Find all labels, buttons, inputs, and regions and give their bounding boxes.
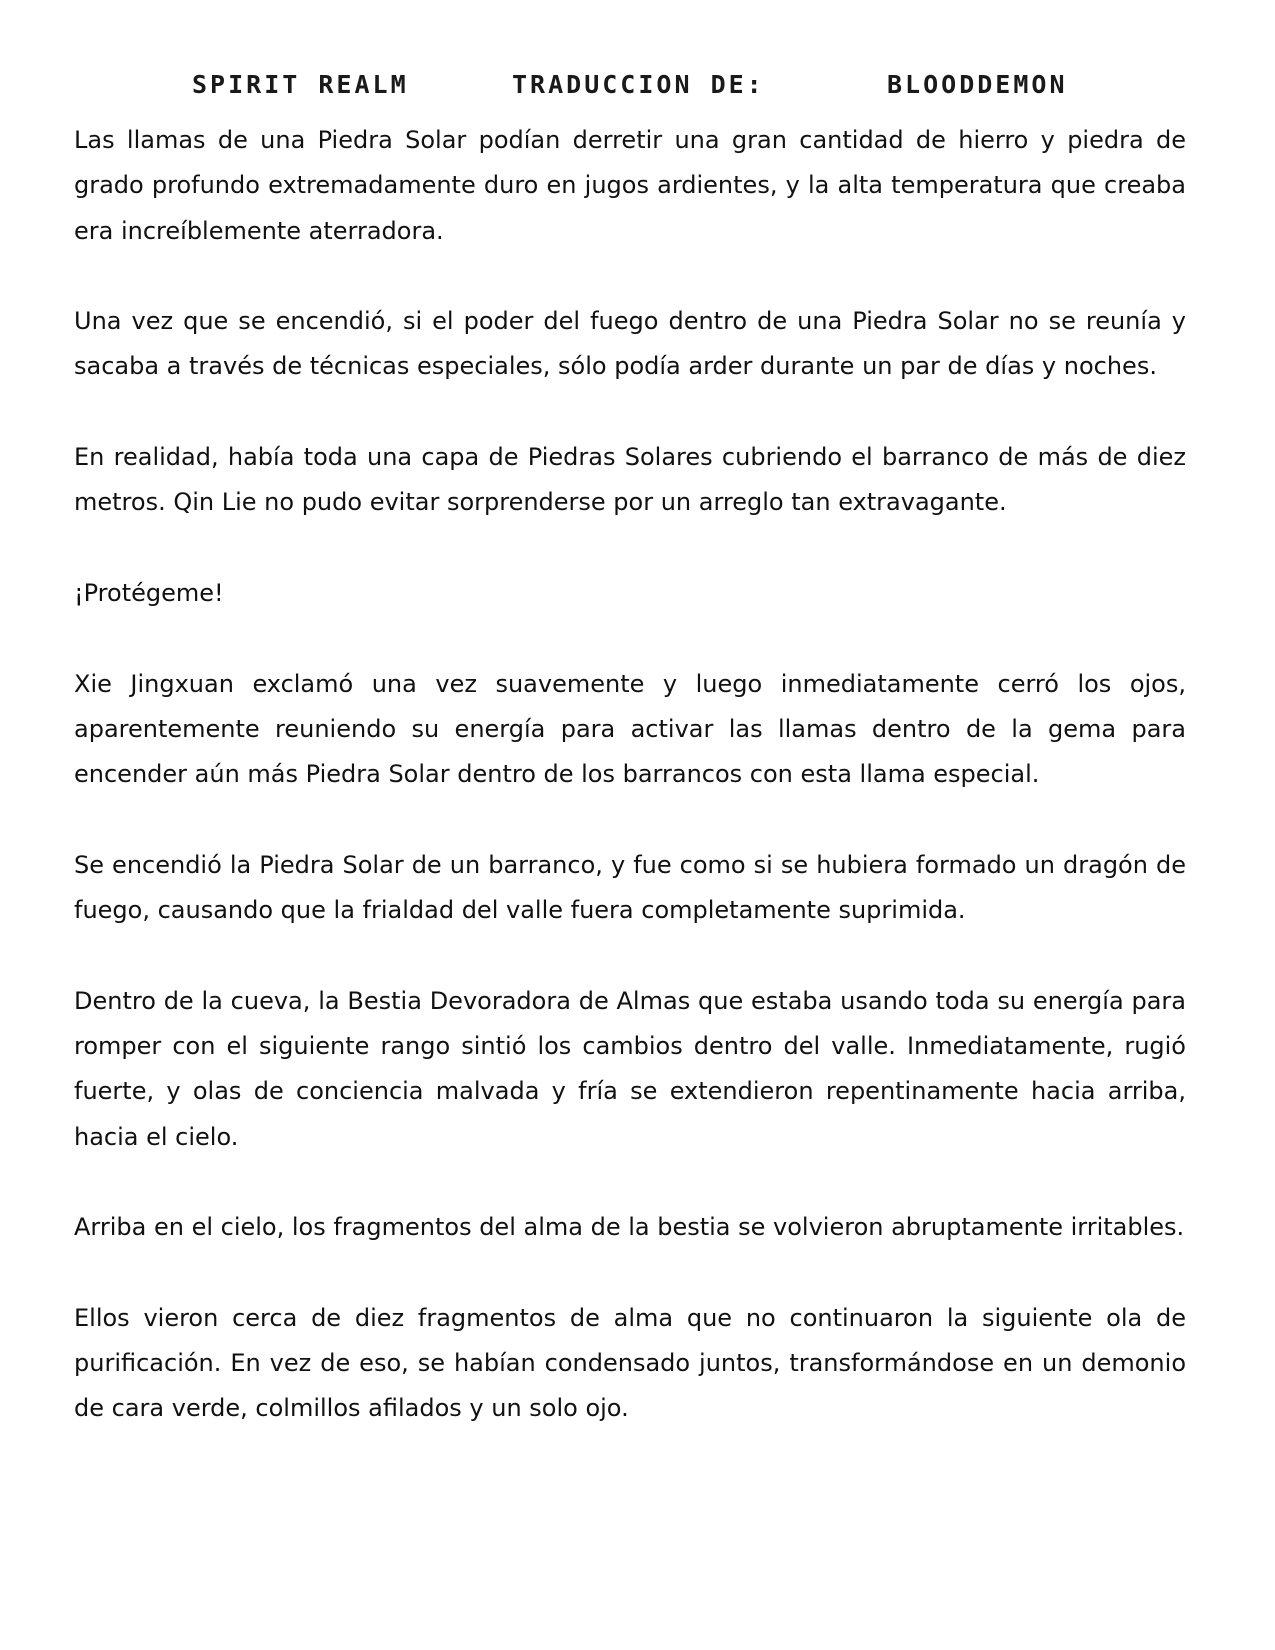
document-body: [74, 118, 1186, 1477]
paragraph: Las llamas de una Piedra Solar podían derretir una gran cantidad de hierro y piedra de grado profundo extremadamente duro en jugos ardientes, y la alta temperatura que creaba era increíblemente aterradora.: [74, 126, 1186, 245]
header-translator: BLOODDEMON: [887, 70, 1068, 99]
header-title: SPIRIT REALM: [192, 70, 409, 99]
paragraph: Se encendió la Piedra Solar de un barranco, y fue como si se hubiera formado un dragón de fuego, causando que la frialdad del valle fuera completamente suprimida.: [74, 850, 1186, 925]
paragraph: En realidad, había toda una capa de Piedras Solares cubriendo el barranco de más de diez metros. Qin Lie no pudo evitar sorprenderse por un arreglo tan extravagante.: [74, 443, 1186, 517]
paragraph: Ellos vieron cerca de diez fragmentos de alma que no continuaron la siguiente ola de purificación. En vez de eso, se habían condensado juntos, transformándose en un demonio de cara verde, colmillos afilados y un solo ojo.: [74, 1303, 1186, 1423]
paragraph: Dentro de la cueva, la Bestia Devoradora de Almas que estaba usando toda su energía para romper con el siguiente rango sintió los cambios dentro del valle. Inmediatamente, rugió fuerte, y olas de conciencia malvada y fría se extendieron repentinamente hacia arriba, hacia el cielo.: [74, 986, 1186, 1151]
paragraph: Una vez que se encendió, si el poder del fuego dentro de una Piedra Solar no se reunía y sacaba a través de técnicas especiales, sólo podía arder durante un par de días y noches.: [74, 307, 1186, 381]
paragraph: Arriba en el cielo, los fragmentos del alma de la bestia se volvieron abruptamente irritables.: [74, 1213, 1185, 1242]
page-header: [0, 70, 1275, 110]
header-translation-label: TRADUCCION DE:: [512, 70, 765, 99]
paragraph: Xie Jingxuan exclamó una vez suavemente y luego inmediatamente cerró los ojos, aparentemente reuniendo su energía para activar las llamas dentro de la gema para encender aún más Piedra Solar dentro de los barrancos con esta llama especial.: [74, 669, 1186, 789]
paragraph: ¡Protégeme!: [74, 578, 224, 607]
